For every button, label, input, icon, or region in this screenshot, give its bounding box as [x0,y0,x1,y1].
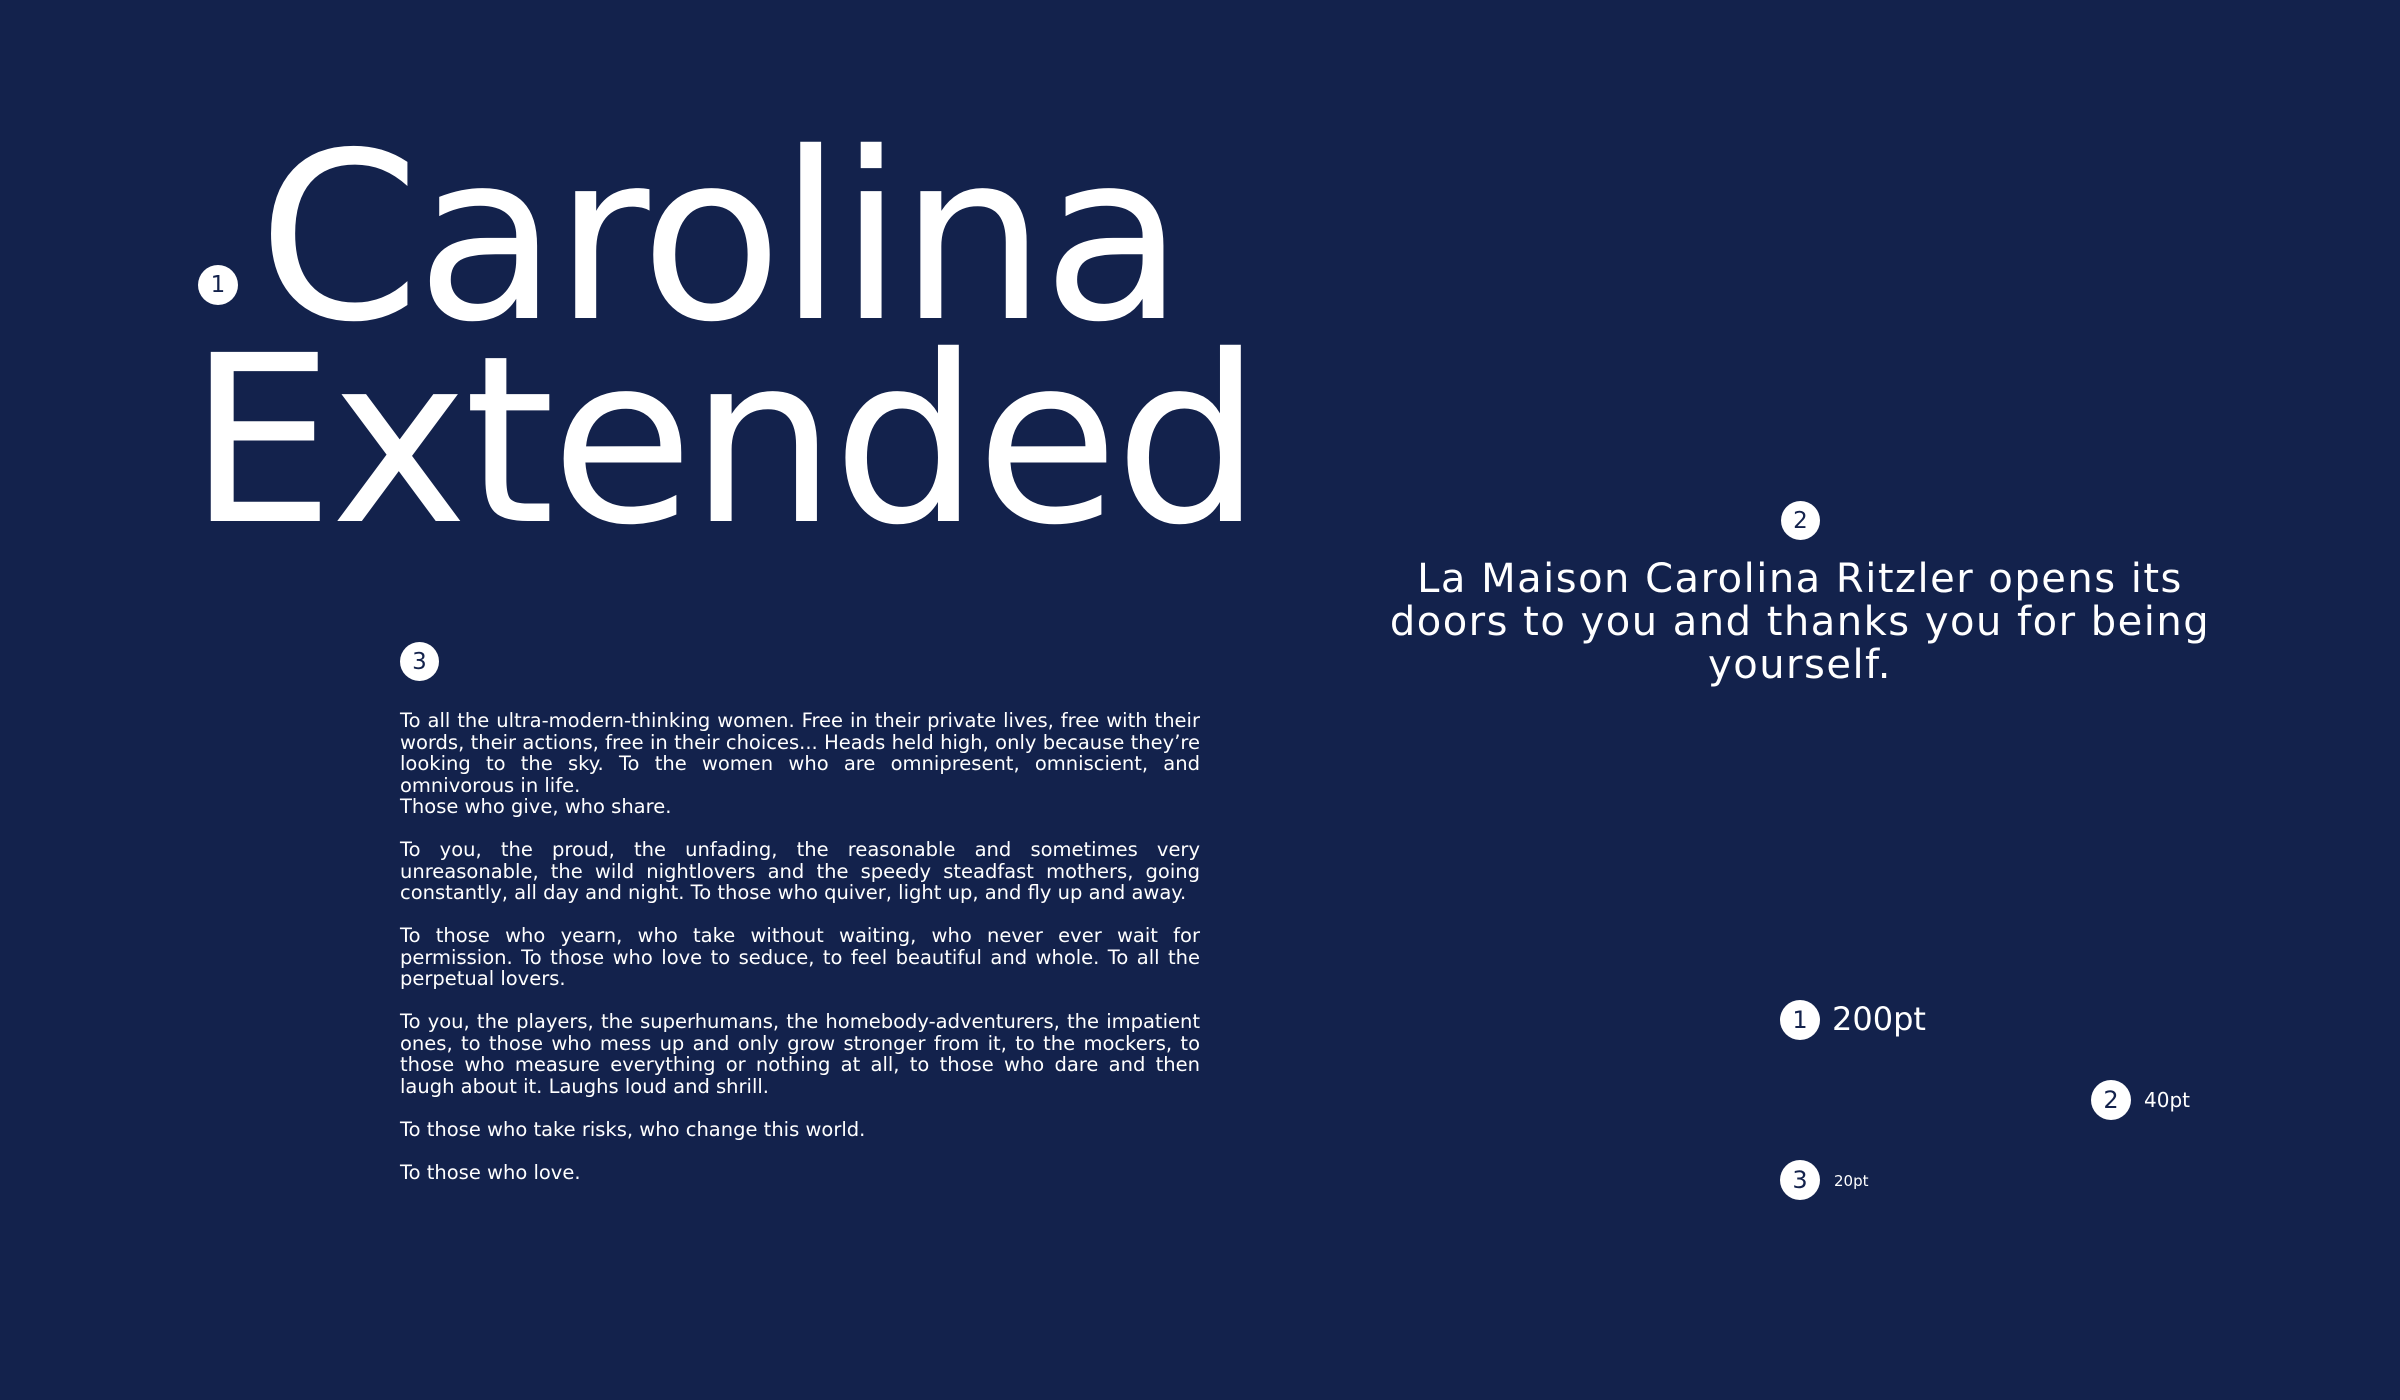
body-paragraph-2: To you, the proud, the unfading, the reasonable and sometimes very unreasonable, the wild nightlovers and the speedy steadfast mothers, going constantly, all day and night. To those who quiver, light up, and fly up and away. [400,838,1200,904]
legend-marker-1: 1 [1780,1000,1820,1040]
body-paragraph-6: To those who love. [400,1160,581,1184]
legend-size-200pt: 200pt [1832,1000,1926,1038]
body-paragraph-1: To all the ultra-modern-thinking women. Free in their private lives, free with their words, their actions, free in their choices... Heads held high, only because they’re looking to the sky. To the women who are omnipresent, omniscient, and omnivorous in life. Those who give, who share. [400,709,1200,818]
legend-marker-3: 3 [1780,1160,1820,1200]
body-paragraph-3: To those who yearn, who take without waiting, who never ever wait for permission. To those who love to seduce, to feel beautiful and whole. To all the perpetual lovers. [400,924,1200,990]
body-paragraph-4: To you, the players, the superhumans, the homebody-adventurers, the impatient ones, to those who mess up and only grow stronger from it, to the mockers, to those who measure everything or nothing at all, to those who dare and then laugh about it. Laughs loud and shrill. [400,1010,1200,1098]
subheading-text: La Maison Carolina Ritzler opens its doors to you and thanks you for being yourself. [1389,556,2211,688]
marker-2-subheading: 2 [1781,501,1820,540]
title-line-1: Carolina [258,103,1181,373]
title-line-2: Extended [188,306,1258,576]
body-copy [400,710,1200,1205]
marker-3-body: 3 [400,642,439,681]
legend-size-20pt: 20pt [1834,1172,1869,1190]
legend-marker-2: 2 [2091,1080,2131,1120]
body-paragraph-5: To those who take risks, who change this world. [400,1117,866,1141]
marker-1-title: 1 [198,265,238,305]
legend-size-40pt: 40pt [2144,1088,2190,1112]
